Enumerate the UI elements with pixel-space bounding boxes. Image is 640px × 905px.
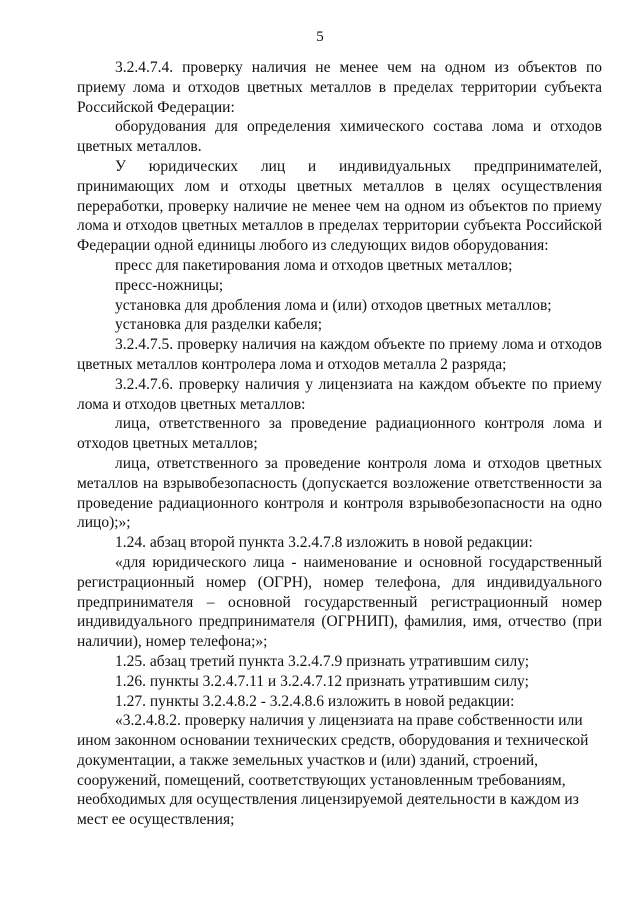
paragraph: 1.24. абзац второй пункта 3.2.4.7.8 изложить в новой редакции: <box>115 534 533 552</box>
paragraph: У юридических лиц и индивидуальных предпринимателей, принимающих лом и отходы цветных металлов в целях осуществления переработки, проверку наличие не менее чем на одном из объектов по приему лома и отходов цветных металлов в пределах территории субъекта Российской Федерации одной единицы любого из следующих видов оборудования: <box>77 157 602 255</box>
paragraph: пресс-ножницы; <box>115 276 224 294</box>
document-body <box>77 58 602 830</box>
page-number: 5 <box>316 29 324 45</box>
paragraph: лица, ответственного за проведение радиационного контроля лома и отходов цветных металлов; <box>77 415 602 453</box>
paragraph: «3.2.4.8.2. проверку наличия у лицензиата на праве собственности или ином законном основании технических средств, оборудования и технической документации, а также земельных участков и (или) зданий, строений, сооружений, помещений, соответствующих установленным требованиям, необходимых для осуществления лицензируемой деятельности в каждом из мест ее осуществления; <box>77 712 589 829</box>
paragraph: 3.2.4.7.4. проверку наличия не менее чем на одном из объектов по приему лома и отходов цветных металлов в пределах территории субъекта Российской Федерации: <box>77 59 602 116</box>
paragraph: 1.27. пункты 3.2.4.8.2 - 3.2.4.8.6 изложить в новой редакции: <box>115 692 515 710</box>
paragraph: установка для разделки кабеля; <box>115 316 323 334</box>
paragraph: установка для дробления лома и (или) отходов цветных металлов; <box>115 296 552 314</box>
paragraph: «для юридического лица - наименование и основной государственный регистрационный номер (ОГРН), номер телефона, для индивидуального предпринимателя – основной государственный регистрационный номер индивидуального предпринимателя (ОГРНИП), фамилия, имя, отчество (при наличии), номер телефона;»; <box>77 553 602 651</box>
paragraph: пресс для пакетирования лома и отходов цветных металлов; <box>115 256 513 274</box>
paragraph: оборудования для определения химического состава лома и отходов цветных металлов. <box>77 118 602 156</box>
paragraph: 3.2.4.7.5. проверку наличия на каждом объекте по приему лома и отходов цветных металлов контролера лома и отходов металла 2 разряда; <box>77 336 602 373</box>
paragraph: 1.25. абзац третий пункта 3.2.4.7.9 признать утратившим силу; <box>115 652 530 670</box>
paragraph: лица, ответственного за проведение контроля лома и отходов цветных металлов на взрывобезопасность (допускается возложение ответственности за проведение радиационного контроля и контроля взрывобезопасности на одно лицо);»; <box>77 454 602 532</box>
paragraph: 1.26. пункты 3.2.4.7.11 и 3.2.4.7.12 признать утратившим силу; <box>115 672 529 690</box>
paragraph: 3.2.4.7.6. проверку наличия у лицензиата на каждом объекте по приему лома и отходов цветных металлов: <box>77 375 602 413</box>
